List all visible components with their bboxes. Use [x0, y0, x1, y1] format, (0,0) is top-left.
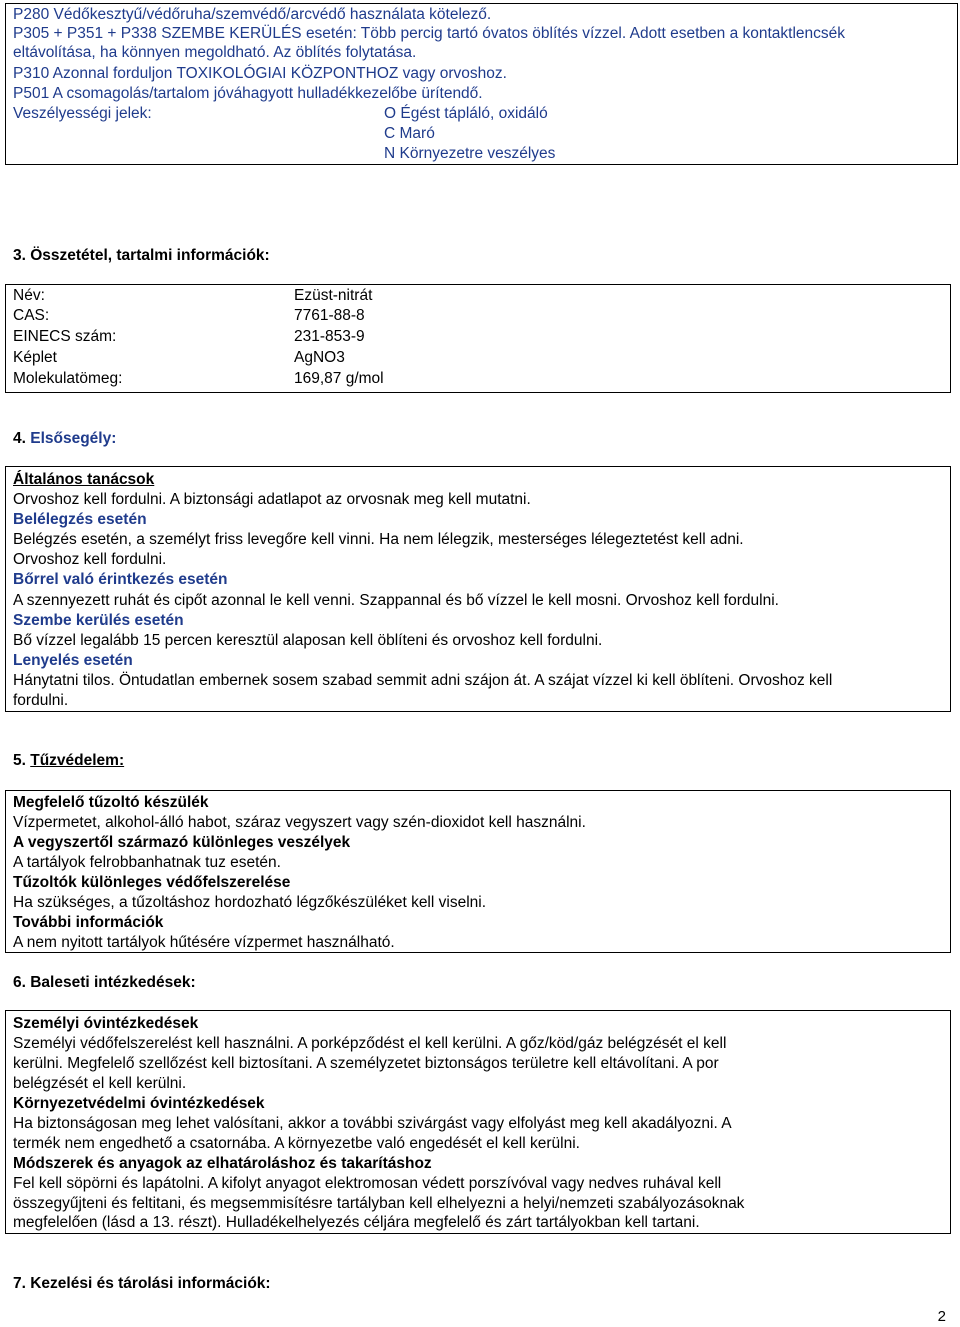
molar-mass-value: 169,87 g/mol [294, 370, 384, 387]
section-5-heading [13, 751, 124, 771]
skin-contact-text: A szennyezett ruhát és cipőt azonnal le kell venni. Szappannal és bő vízzel le kell mosni. Orvoshoz kell fordulni. [13, 592, 779, 609]
environmental-precautions-title: Környezetvédelmi óvintézkedések [13, 1095, 265, 1112]
section-5-number: 5. [13, 752, 31, 769]
containment-methods-text-3: megfelelően (lásd a 13. részt). Hulladékelhelyezés céljára megfelelő és zárt tartályokban kell tartani. [13, 1214, 700, 1231]
inhalation-title: Belélegzés esetén [13, 511, 147, 528]
hazard-symbol-o: O Égést tápláló, oxidáló [384, 105, 548, 122]
formula-label: Képlet [13, 349, 57, 366]
containment-methods-text-2: összegyűjteni és feltitani, és megsemmisítésre tartályban kell elhelyezni a helyi/nemzeti szabályozásoknak [13, 1195, 745, 1212]
section-5-title: Tűzvédelem: [30, 752, 125, 769]
p280-statement: P280 Védőkesztyű/védőruha/szemvédő/arcvédő használata kötelező. [13, 6, 492, 23]
general-advice-text: Orvoshoz kell fordulni. A biztonsági adatlapot az orvosnak meg kell mutatni. [13, 491, 531, 508]
cas-label: CAS: [13, 307, 50, 324]
name-value: Ezüst-nitrát [294, 287, 373, 304]
name-label: Név: [13, 287, 45, 304]
hazard-symbols-label: Veszélyességi jelek: [13, 105, 152, 122]
ingestion-text-1: Hánytatni tilos. Öntudatlan embernek sosem szabad semmit adni szájon át. A szájat vízzel ki kell öblíteni. Orvoshoz kell [13, 672, 833, 689]
personal-precautions-title: Személyi óvintézkedések [13, 1015, 199, 1032]
einecs-label: EINECS szám: [13, 328, 117, 345]
personal-precautions-text-2: kerülni. Megfelelő szellőzést kell biztosítani. A személyzetet biztonságos területre kell eltávolítani. A por [13, 1055, 719, 1072]
page-number: 2 [937, 1308, 946, 1325]
p305-statement-cont: eltávolítása, ha könnyen megoldható. Az öblítés folytatása. [13, 44, 417, 61]
firefighter-equipment-title: Tűzoltók különleges védőfelszerelése [13, 874, 291, 891]
hazard-symbol-c: C Maró [384, 125, 435, 142]
personal-precautions-text-1: Személyi védőfelszerelést kell használni. A porképződést el kell kerülni. A gőz/köd/gáz belégzését el kell [13, 1035, 727, 1052]
molar-mass-label: Molekulatömeg: [13, 370, 123, 387]
special-hazards-title: A vegyszertől származó különleges veszélyek [13, 834, 351, 851]
extinguishing-media-text: Vízpermetet, alkohol-álló habot, száraz vegyszert vagy szén-dioxidot kell használni. [13, 814, 586, 831]
hazard-symbol-n: N Környezetre veszélyes [384, 145, 556, 162]
environmental-precautions-text-1: Ha biztonságosan meg lehet valósítani, akkor a további szivárgást vagy elfolyást meg kell akadályozni. A [13, 1115, 732, 1132]
special-hazards-text: A tartályok felrobbanhatnak tuz esetén. [13, 854, 281, 871]
composition-table [5, 284, 951, 393]
general-advice-title: Általános tanácsok [13, 471, 155, 488]
section-4-number: 4. [13, 430, 31, 447]
eye-contact-title: Szembe kerülés esetén [13, 612, 184, 629]
ingestion-text-2: fordulni. [13, 692, 69, 709]
inhalation-text-2: Orvoshoz kell fordulni. [13, 551, 167, 568]
skin-contact-title: Bőrrel való érintkezés esetén [13, 571, 228, 588]
section-4-heading [13, 429, 116, 449]
p310-statement: P310 Azonnal forduljon TOXIKOLÓGIAI KÖZPONTHOZ vagy orvoshoz. [13, 65, 507, 82]
formula-value: AgNO3 [294, 349, 345, 366]
further-info-text: A nem nyitott tartályok hűtésére vízpermet használható. [13, 934, 395, 951]
containment-methods-title: Módszerek és anyagok az elhatároláshoz és takarításhoz [13, 1155, 432, 1172]
p305-statement: P305 + P351 + P338 SZEMBE KERÜLÉS esetén: Több percig tartó óvatos öblítés vízzel. Adott esetben a kontaktlencsék [13, 25, 846, 42]
section-4-title: Elsősegély: [30, 430, 117, 447]
containment-methods-text-1: Fel kell söpörni és lapátolni. A kifolyt anyagot elektromosan védett porszívóval vagy nedves ruhával kell [13, 1175, 722, 1192]
section-6-heading: 6. Baleseti intézkedések: [13, 974, 196, 991]
section-3-heading: 3. Összetétel, tartalmi információk: [13, 247, 270, 264]
inhalation-text-1: Belégzés esetén, a személyt friss levegőre kell vinni. Ha nem lélegzik, mesterséges lélegeztetést kell adni. [13, 531, 744, 548]
section-7-heading: 7. Kezelési és tárolási információk: [13, 1275, 271, 1292]
extinguishing-media-title: Megfelelő tűzoltó készülék [13, 794, 209, 811]
ingestion-title: Lenyelés esetén [13, 652, 133, 669]
cas-value: 7761-88-8 [294, 307, 365, 324]
einecs-value: 231-853-9 [294, 328, 365, 345]
firefighter-equipment-text: Ha szükséges, a tűzoltáshoz hordozható légzőkészüléket kell viselni. [13, 894, 487, 911]
further-info-title: További információk [13, 914, 164, 931]
environmental-precautions-text-2: termék nem engedhető a csatornába. A környezetbe való engedését el kell kerülni. [13, 1135, 580, 1152]
eye-contact-text: Bő vízzel legalább 15 percen keresztül alaposan kell öblíteni és orvoshoz kell fordulni. [13, 632, 603, 649]
personal-precautions-text-3: belégzését el kell kerülni. [13, 1075, 187, 1092]
p501-statement: P501 A csomagolás/tartalom jóváhagyott hulladékkezelőbe ürítendő. [13, 85, 483, 102]
